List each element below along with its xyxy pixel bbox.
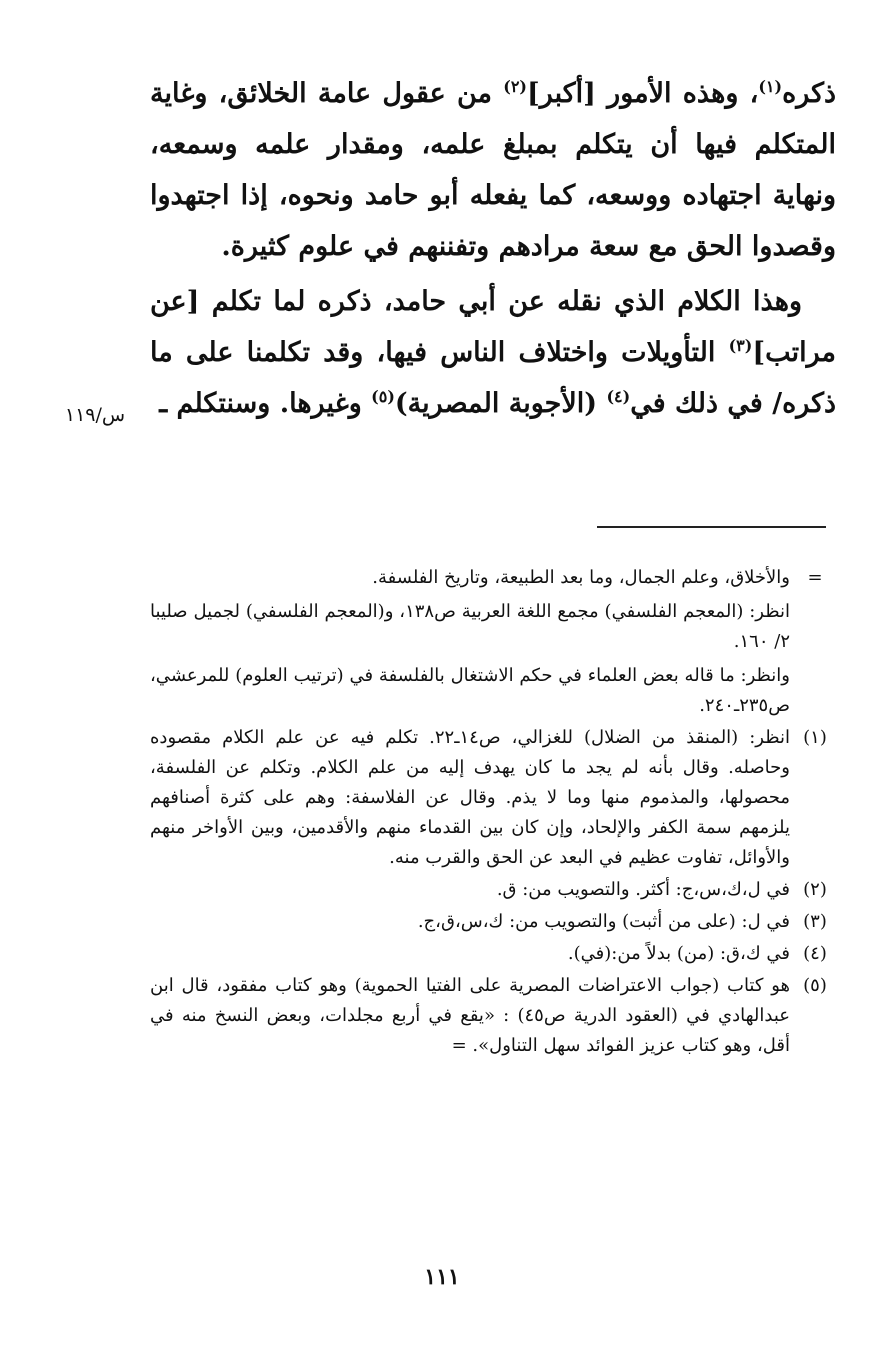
main-paragraph-2-part-3: (الأجوبة المصرية) — [394, 388, 607, 419]
footnote-5 — [150, 971, 840, 1061]
footnote-text: في ل،ك،س،ج: أكثر. والتصويب من: ق. — [496, 879, 790, 900]
footnote-ref-4: (٤) — [606, 387, 631, 406]
footnote-ref-2: (٢) — [503, 77, 527, 96]
footnote-marker: (١) — [803, 727, 827, 748]
footnote-continuation-body — [150, 563, 790, 721]
main-paragraph-2-part-2: التأويلات واختلاف الناس فيها، وقد تكلمنا على ما ذكره/ في ذلك في — [150, 337, 836, 419]
footnote-continuation-paragraph: وانظر: ما قاله بعض العلماء في حكم الاشتغال بالفلسفة في (ترتيب العلوم) للمرعشي، ص٢٣٥ـ٢٤٠. — [150, 665, 790, 716]
footnote-separator — [597, 526, 826, 528]
main-paragraph-1 — [150, 68, 836, 272]
footnote-1 — [150, 723, 840, 873]
manuscript-page-marker: س/١١٩ — [64, 404, 126, 426]
footnote-continuation-paragraph: انظر: (المعجم الفلسفي) مجمع اللغة العربية ص١٣٨، و(المعجم الفلسفي) لجميل صليبا ٢/ ١٦٠. — [150, 601, 790, 652]
footnote-marker: (٥) — [803, 975, 827, 996]
footnote-ref-3: (٣) — [728, 336, 753, 355]
main-paragraph-2-part-1: وهذا الكلام الذي نقله عن أبي حامد، ذكره لما تكلم [عن مراتب] — [150, 286, 836, 368]
main-text — [150, 68, 836, 429]
footnote-marker: (٤) — [803, 943, 827, 964]
main-paragraph-2-part-4: وغيرها. وسنتكلم ـ — [159, 388, 372, 419]
footnote-text: في ك،ق: (من) بدلاً من:(في). — [567, 943, 790, 964]
footnote-continuation-paragraph: والأخلاق، وعلم الجمال، وما بعد الطبيعة، وتاريخ الفلسفة. — [372, 567, 790, 588]
main-paragraph-2 — [150, 276, 836, 429]
footnote-ref-1: (١) — [758, 77, 783, 96]
page-number: ١١١ — [424, 1264, 460, 1290]
footnote-continuation — [150, 563, 840, 721]
footnote-4 — [150, 939, 840, 969]
footnote-ref-5: (٥) — [371, 387, 395, 406]
footnote-2 — [150, 875, 840, 905]
main-paragraph-1-part-3: من عقول عامة الخلائق، وغاية المتكلم فيها أن يتكلم بمبلغ علمه، ومقدار علمه وسمعه، ونهاية اجتهاده ووسعه، كما يفعله أبو حامد ونحوه، إذا اجتهدوا وقصدوا الحق مع سعة مرادهم وتفننهم في علوم كثيرة. — [150, 78, 836, 262]
footnote-text: انظر: (المنقذ من الضلال) للغزالي، ص١٤ـ٢٢. تكلم فيه عن علم الكلام مقصوده وحاصله. وقال بأنه لم يجد ما كان يهدف إليه من علم الكلام. وتكلم عن الفلسفة، محصولها، والمذموم منها وما لا يذم. وقال عن الفلاسفة: وهم على كثرة أصنافهم يلزمهم سمة الكفر والإلحاد، وإن كان بين القدماء منهم والأقدمين، وبين الأواخر منهم والأوائل، تفاوت عظيم في البعد عن الحق والقرب منه. — [150, 727, 790, 868]
footnote-marker: (٣) — [803, 911, 827, 932]
footnote-text: في ل: (على من أثبت) والتصويب من: ك،س،ق،ج. — [417, 911, 790, 932]
footnote-3 — [150, 907, 840, 937]
footnote-text: هو كتاب (جواب الاعتراضات المصرية على الفتيا الحموية) وهو كتاب مفقود، قال ابن عبدالهادي في (العقود الدرية ص٤٥) : «يقع في أربع مجلدات، وبعض النسخ منه في أقل، وهو كتاب عزيز الفوائد سهل التناول». = — [150, 975, 790, 1056]
footnote-marker: (٢) — [803, 879, 827, 900]
footnote-continuation-marker: = — [807, 567, 823, 588]
main-paragraph-1-part-1: ذكره — [782, 78, 836, 109]
footnotes-section — [150, 563, 840, 1063]
main-paragraph-1-part-2: ، وهذه الأمور [أكبر] — [526, 78, 759, 109]
